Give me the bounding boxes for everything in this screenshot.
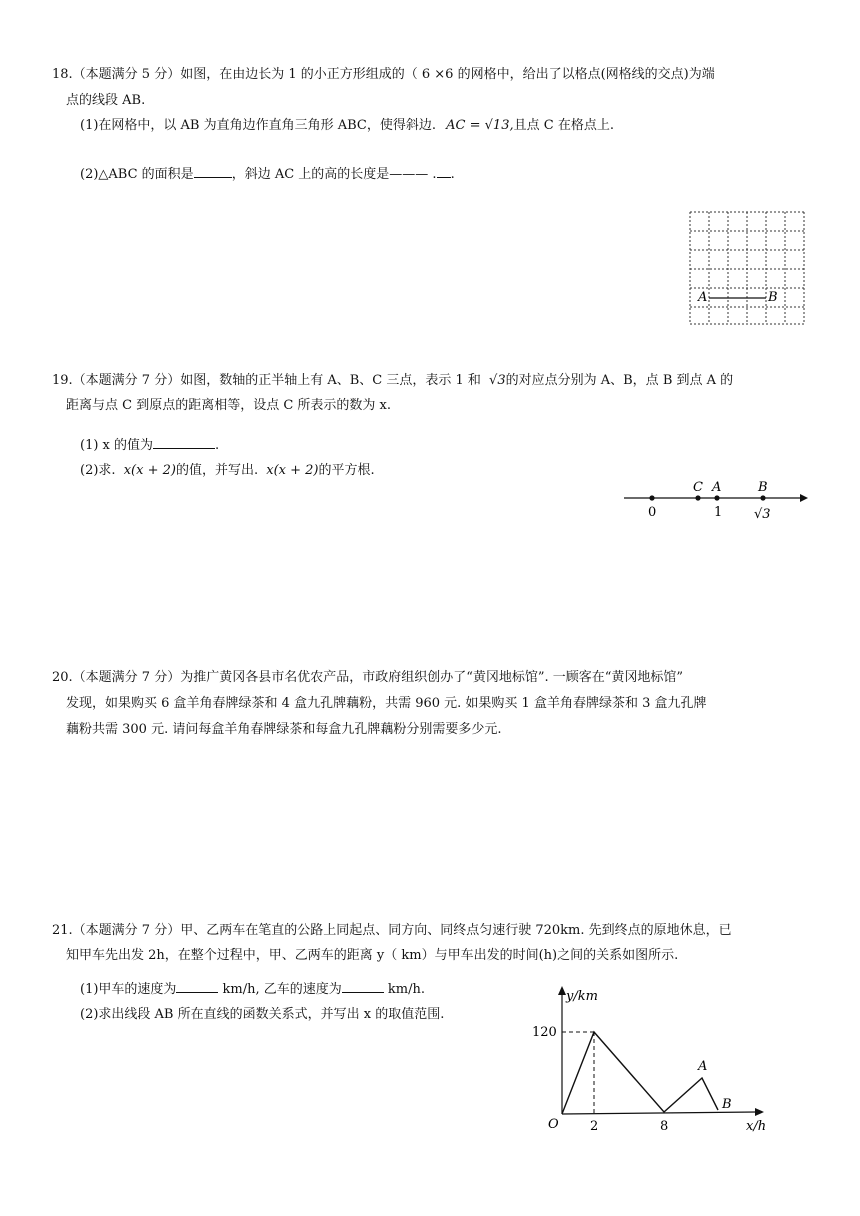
q18-label-b: B <box>768 290 778 305</box>
q19-part2 <box>80 459 375 478</box>
q21-line1: 21.（本题满分 7 分）甲、乙两车在笔直的公路上同起点、同方向、同终点匀速行驶 720km. 先到终点的原地休息，已 <box>52 923 732 938</box>
q19-part2-math1: x(x + 2) <box>123 463 176 478</box>
q18-grid-lines <box>690 212 804 324</box>
q20-line1: 20.（本题满分 7 分）为推广黄冈各县市名优农产品，市政府组织创办了“黄冈地标馆”. 一顾客在“黄冈地标馆” <box>52 670 684 685</box>
q19-line1-end: 的对应点分别为 A、B，点 B 到点 A 的 <box>505 373 734 388</box>
q19-point-origin <box>649 495 654 500</box>
q21-part1-a: (1)甲车的速度为 <box>80 982 177 997</box>
q21-x-tick-2: 2 <box>590 1119 599 1134</box>
q19-point-a <box>714 495 719 500</box>
q19-label-c: C <box>693 480 703 495</box>
q18-part1-prefix: (1)在网格中，以 AB 为直角边作直角三角形 ABC，使得斜边. <box>80 118 437 133</box>
q19-line1 <box>52 369 733 388</box>
q19-part2-c: 的平方根. <box>318 463 375 478</box>
q21-y-label: y/km <box>566 989 598 1004</box>
q19-label-a: A <box>712 480 722 495</box>
q19-axis-arrow-icon <box>800 494 808 502</box>
q19-tick-0: 0 <box>648 505 657 520</box>
q18-line1: 18.（本题满分 5 分）如图，在由边长为 1 的小正方形组成的（ 6 ×6 的网格中，给出了以格点(网格线的交点)为端 <box>52 67 715 82</box>
q19-tick-sqrt3: √3 <box>754 507 771 522</box>
q18-grid-figure <box>688 210 808 328</box>
q21-graph-line <box>562 1032 718 1114</box>
q21-x-axis-arrow-icon <box>755 1108 764 1116</box>
q18-part1 <box>80 114 614 133</box>
q21-point-a-label: A <box>698 1059 708 1074</box>
q18-part1-suffix: 且点 C 在格点上. <box>513 118 614 133</box>
q21-answer-blank-speed-a[interactable] <box>176 980 218 993</box>
q21-y-axis-arrow-icon <box>558 986 566 995</box>
q19-part1-a: (1) x 的值为 <box>80 438 154 453</box>
q19-point-b <box>760 495 765 500</box>
q18-part2 <box>80 163 455 182</box>
q21-part1-b: km/h, 乙车的速度为 <box>218 982 342 997</box>
q18-part2-a: (2)△ABC 的面积是 <box>80 167 194 182</box>
q19-label-b: B <box>758 480 768 495</box>
q18-part1-math: AC = √13, <box>446 118 514 133</box>
q21-y-tick-120: 120 <box>532 1025 557 1040</box>
q19-line1-math: √3 <box>489 373 506 388</box>
q18-answer-blank-height[interactable] <box>437 165 451 178</box>
q19-part2-math2: x(x + 2) <box>266 463 319 478</box>
q18-part2-b: ，斜边 AC 上的高的长度是 <box>231 167 390 182</box>
q21-part1 <box>80 978 425 997</box>
q21-x-label: x/h <box>746 1119 767 1134</box>
q19-part2-b: 的值，并写出. <box>175 463 259 478</box>
q19-point-c <box>695 495 700 500</box>
q21-line2: 知甲车先出发 2h，在整个过程中，甲、乙两车的距离 y（ km）与甲车出发的时间(h)之间的关系如图所示. <box>66 948 679 963</box>
q19-part1-end: . <box>215 438 220 453</box>
q21-origin-label: O <box>548 1117 559 1132</box>
q21-answer-blank-speed-b[interactable] <box>342 980 384 993</box>
q21-part1-c: km/h. <box>383 982 426 997</box>
q18-part2-c: ——— . <box>389 167 437 182</box>
q19-tick-1: 1 <box>714 505 723 520</box>
q21-x-axis <box>562 1112 756 1114</box>
q18-part2-end: . <box>450 167 455 182</box>
q20-line3: 藕粉共需 300 元. 请问每盒羊角春牌绿茶和每盒九孔牌藕粉分别需要多少元. <box>66 722 502 737</box>
q19-answer-blank-x[interactable] <box>153 436 215 449</box>
q19-number-line <box>618 474 814 524</box>
q19-line2: 距离与点 C 到原点的距离相等，设点 C 所表示的数为 x. <box>66 398 392 413</box>
q18-label-a: A <box>698 290 708 305</box>
q19-part1 <box>80 434 219 453</box>
q21-x-tick-8: 8 <box>660 1119 669 1134</box>
q21-distance-time-graph <box>528 982 778 1142</box>
q20-line2: 发现，如果购买 6 盒羊角春牌绿茶和 4 盒九孔牌藕粉，共需 960 元. 如果购买 1 盒羊角春牌绿茶和 3 盒九孔牌 <box>66 696 707 711</box>
q21-point-b-label: B <box>722 1097 732 1112</box>
q19-line1-text: 19.（本题满分 7 分）如图，数轴的正半轴上有 A、B、C 三点，表示 1 和 <box>52 373 481 388</box>
q18-answer-blank-area[interactable] <box>194 165 232 178</box>
q18-line2: 点的线段 AB. <box>66 93 146 108</box>
q21-part2: (2)求出线段 AB 所在直线的函数关系式，并写出 x 的取值范围. <box>80 1007 445 1022</box>
q19-part2-a: (2)求. <box>80 463 116 478</box>
